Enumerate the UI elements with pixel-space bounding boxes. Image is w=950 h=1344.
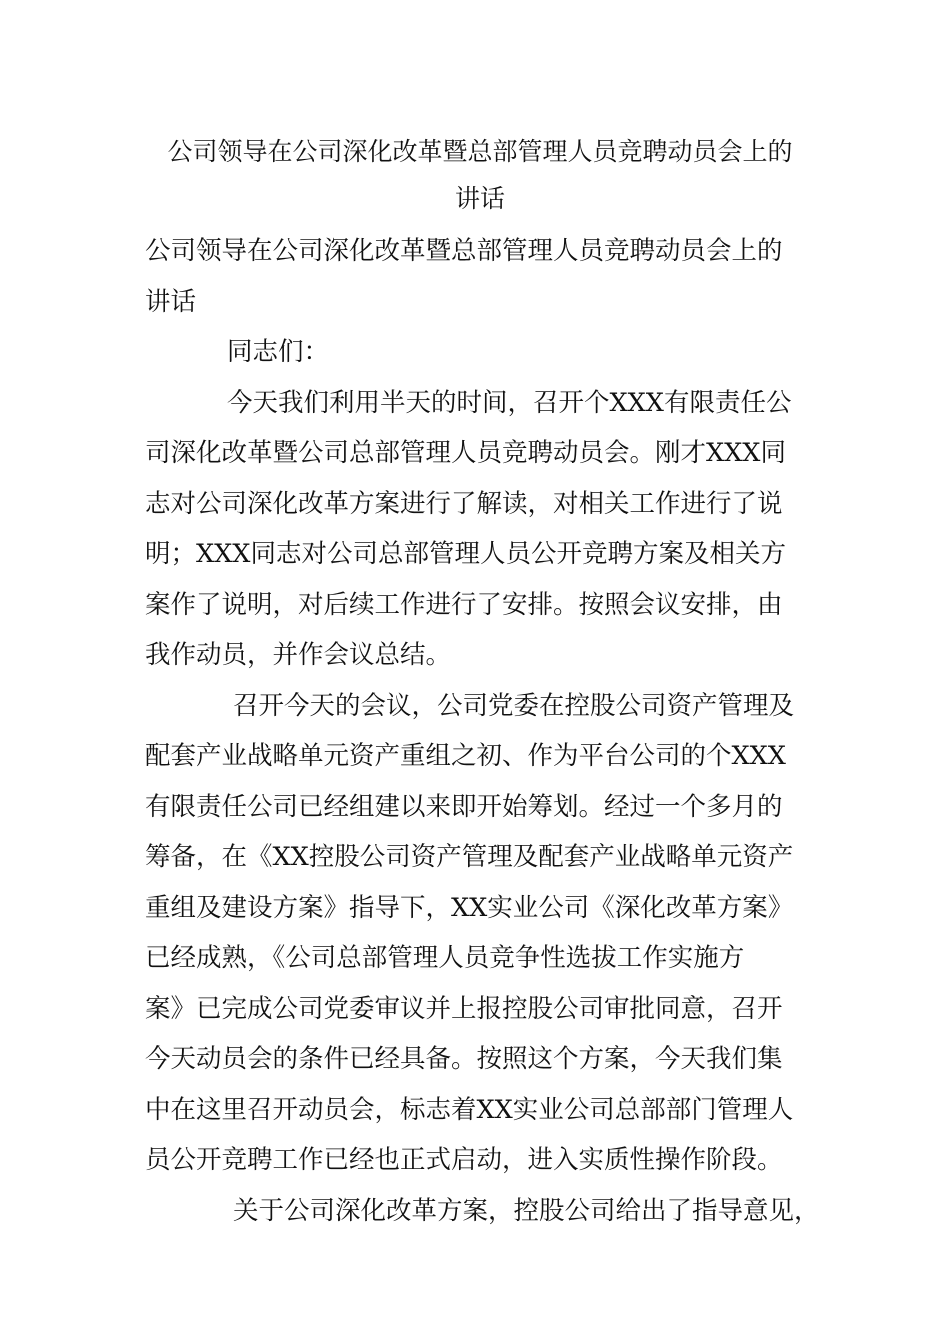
paragraph-1-line-3: 志对公司深化改革方案进行了解读，对相关工作进行了说 [145,488,783,519]
paragraph-2-line-9: 中在这里召开动员会，标志着XX实业公司总部部门管理人 [145,1094,794,1125]
paragraph-1-line-1: 今天我们利用半天的时间，召开个XXX有限责任公 [227,387,792,418]
document-body [145,226,820,1236]
title-line-1: 公司领导在公司深化改革暨总部管理人员竞聘动员会上的 [167,137,793,166]
paragraph-1-line-6: 我作动员，并作会议总结。 [145,640,452,670]
paragraph-1-line-5: 案作了说明，对后续工作进行了安排。按照会议安排，由 [145,589,783,620]
paragraph-2-line-1: 召开今天的会议，公司党委在控股公司资产管理及 [233,690,795,721]
repeated-title-line-1: 公司领导在公司深化改革暨总部管理人员竞聘动员会上的 [145,236,783,266]
repeated-title-line-2: 讲话 [145,286,197,317]
paragraph-2-line-10: 员公开竞聘工作已经也正式启动，进入实质性操作阶段。 [145,1145,783,1175]
paragraph-2-line-3: 有限责任公司已经组建以来即开始筹划。经过一个多月的 [145,791,783,822]
paragraph-2-line-6: 已经成熟，《公司总部管理人员竞争性选拔工作实施方 [145,943,745,973]
title-line-2: 讲话 [454,184,505,213]
paragraph-3-line-1: 关于公司深化改革方案，控股公司给出了指导意见， [233,1195,820,1226]
paragraph-2-line-5: 重组及建设方案》指导下，XX实业公司《深化改革方案》 [145,892,794,923]
paragraph-2-line-8: 今天动员会的条件已经具备。按照这个方案，今天我们集 [145,1044,783,1074]
paragraph-2-line-4: 筹备，在《XX控股公司资产管理及配套产业战略单元资产 [145,842,794,872]
paragraph-2-line-7: 案》已完成公司党委审议并上报控股公司审批同意，召开 [145,993,783,1024]
paragraph-2-line-2: 配套产业战略单元资产重组之初、作为平台公司的个XXX [145,741,786,771]
paragraph-1-line-4: 明；XXX同志对公司总部管理人员公开竞聘方案及相关方 [145,539,786,569]
paragraph-1-line-2: 司深化改革暨公司总部管理人员竞聘动员会。刚才XXX同 [145,438,786,468]
document-title [150,128,810,222]
salutation: 同志们： [227,337,330,367]
